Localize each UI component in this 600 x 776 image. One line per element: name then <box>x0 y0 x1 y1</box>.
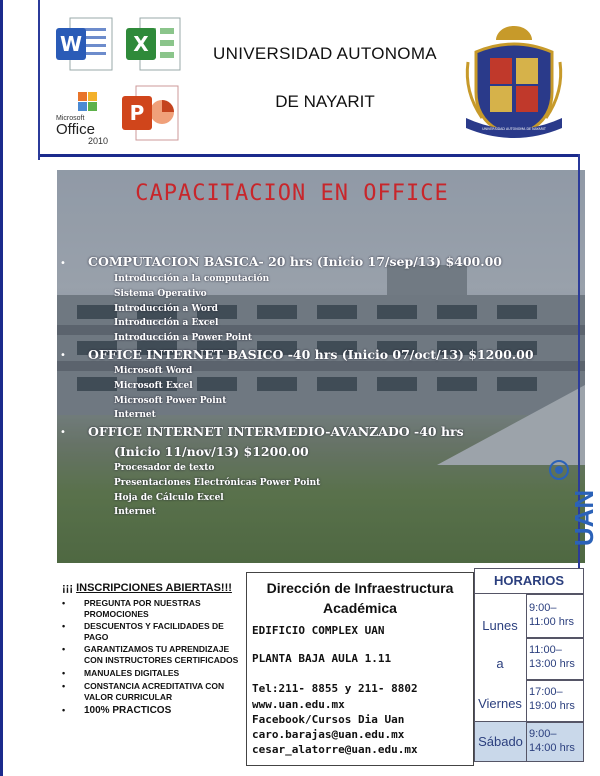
inscripciones-item: • 100% PRACTICOS <box>62 705 172 716</box>
course-item: Presentaciones Electrónicas Power Point <box>114 478 321 488</box>
edificio-text: EDIFICIO COMPLEX UAN <box>252 624 385 637</box>
inscripciones-item: • DESCUENTOS Y FACILIDADES DE PAGO <box>62 621 224 642</box>
time-slot: 9:00– 14:00 hrs <box>526 722 584 762</box>
course-title-continued: (Inicio 11/nov/13) $1200.00 <box>114 444 309 459</box>
powerpoint-icon <box>120 82 182 146</box>
facebook-text: Facebook/Cursos Dia Uan <box>252 713 405 726</box>
course-item: Microsoft Power Point <box>114 396 227 406</box>
svg-text:UAN: UAN <box>569 489 599 547</box>
inscripciones-heading: INSCRIPCIONES ABIERTAS!!! <box>76 582 232 594</box>
course-title: OFFICE INTERNET BASICO -40 hrs (Inicio 07/oct/13) $1200.00 <box>88 347 534 362</box>
word-icon <box>52 14 116 74</box>
weekday-cell <box>474 594 526 722</box>
email-link[interactable]: caro.barajas@uan.edu.mx <box>252 728 405 741</box>
course-item: Introducción a la computación <box>114 274 270 284</box>
direccion-title-line: Académica <box>323 600 397 616</box>
bullet: • <box>60 350 66 361</box>
office-2010-logo <box>52 92 116 150</box>
planta-text: PLANTA BAJA AULA 1.11 <box>252 652 392 665</box>
course-title: OFFICE INTERNET INTERMEDIO-AVANZADO -40 hrs <box>88 424 464 439</box>
website-link[interactable]: www.uan.edu.mx <box>252 698 345 711</box>
uan-logo <box>546 456 599 556</box>
course-item: Sistema Operativo <box>114 289 207 299</box>
time-slot: 17:00– 19:00 hrs <box>526 680 584 722</box>
inscripciones-item: • CONSTANCIA ACREDITATIVA CON VALOR CURRICULAR <box>62 681 225 702</box>
divider <box>40 154 578 157</box>
course-item: Procesador de texto <box>114 463 215 473</box>
day-label: Viernes <box>478 696 522 711</box>
day-label: a <box>496 656 504 671</box>
course-item: Introducción a Word <box>114 304 218 314</box>
course-item: Internet <box>114 507 156 517</box>
direccion-title-line: Dirección de Infraestructura <box>266 580 454 596</box>
course-item: Introducción a Excel <box>114 318 219 328</box>
horarios-title: HORARIOS <box>474 568 584 594</box>
inscripciones-item: • PREGUNTA POR NUESTRAS PROMOCIONES <box>62 598 201 619</box>
svg-text:UNIVERSIDAD AUTONOMA DE NAYARI: UNIVERSIDAD AUTONOMA DE NAYARIT <box>482 127 546 131</box>
bullet: • <box>60 258 66 269</box>
svg-text:W: W <box>59 32 83 56</box>
university-seal-icon <box>462 22 566 142</box>
course-title: COMPUTACION BASICA- 20 hrs (Inicio 17/sep/13) $400.00 <box>88 254 502 269</box>
divider <box>38 0 40 160</box>
svg-text:Microsoft: Microsoft <box>56 115 85 122</box>
phone-text: Tel:211- 8855 y 211- 8802 <box>252 682 418 695</box>
university-subtitle: DE NAYARIT <box>275 92 375 111</box>
svg-text:X: X <box>133 32 149 56</box>
course-item: Microsoft Word <box>114 366 193 376</box>
direccion-title <box>250 578 470 618</box>
time-slot: 11:00– 13:00 hrs <box>526 638 584 680</box>
excel-icon <box>122 14 184 74</box>
day-label: Lunes <box>482 618 518 633</box>
course-item: Microsoft Excel <box>114 381 193 391</box>
svg-text:Office: Office <box>56 121 95 138</box>
svg-text:P: P <box>129 101 145 125</box>
inscripciones-item: • MANUALES DIGITALES <box>62 668 180 678</box>
course-item: Hoja de Cálculo Excel <box>114 493 224 503</box>
headline: CAPACITACION EN OFFICE <box>135 181 449 206</box>
inscripciones-prefix: ¡¡¡ <box>62 582 73 594</box>
inscripciones-title <box>62 582 232 594</box>
inscripciones-item: • GARANTIZAMOS TU APRENDIZAJE CON INSTRUCTORES CERTIFICADOS <box>62 644 239 665</box>
day-label: Sábado <box>474 722 526 762</box>
bullet: • <box>60 427 66 438</box>
course-item: Internet <box>114 410 156 420</box>
course-item: Introducción a Power Point <box>114 333 253 343</box>
time-slot: 9:00– 11:00 hrs <box>526 594 584 638</box>
email-link[interactable]: cesar_alatorre@uan.edu.mx <box>252 743 418 756</box>
university-title: UNIVERSIDAD AUTONOMA <box>213 44 437 63</box>
svg-text:2010: 2010 <box>88 136 109 146</box>
